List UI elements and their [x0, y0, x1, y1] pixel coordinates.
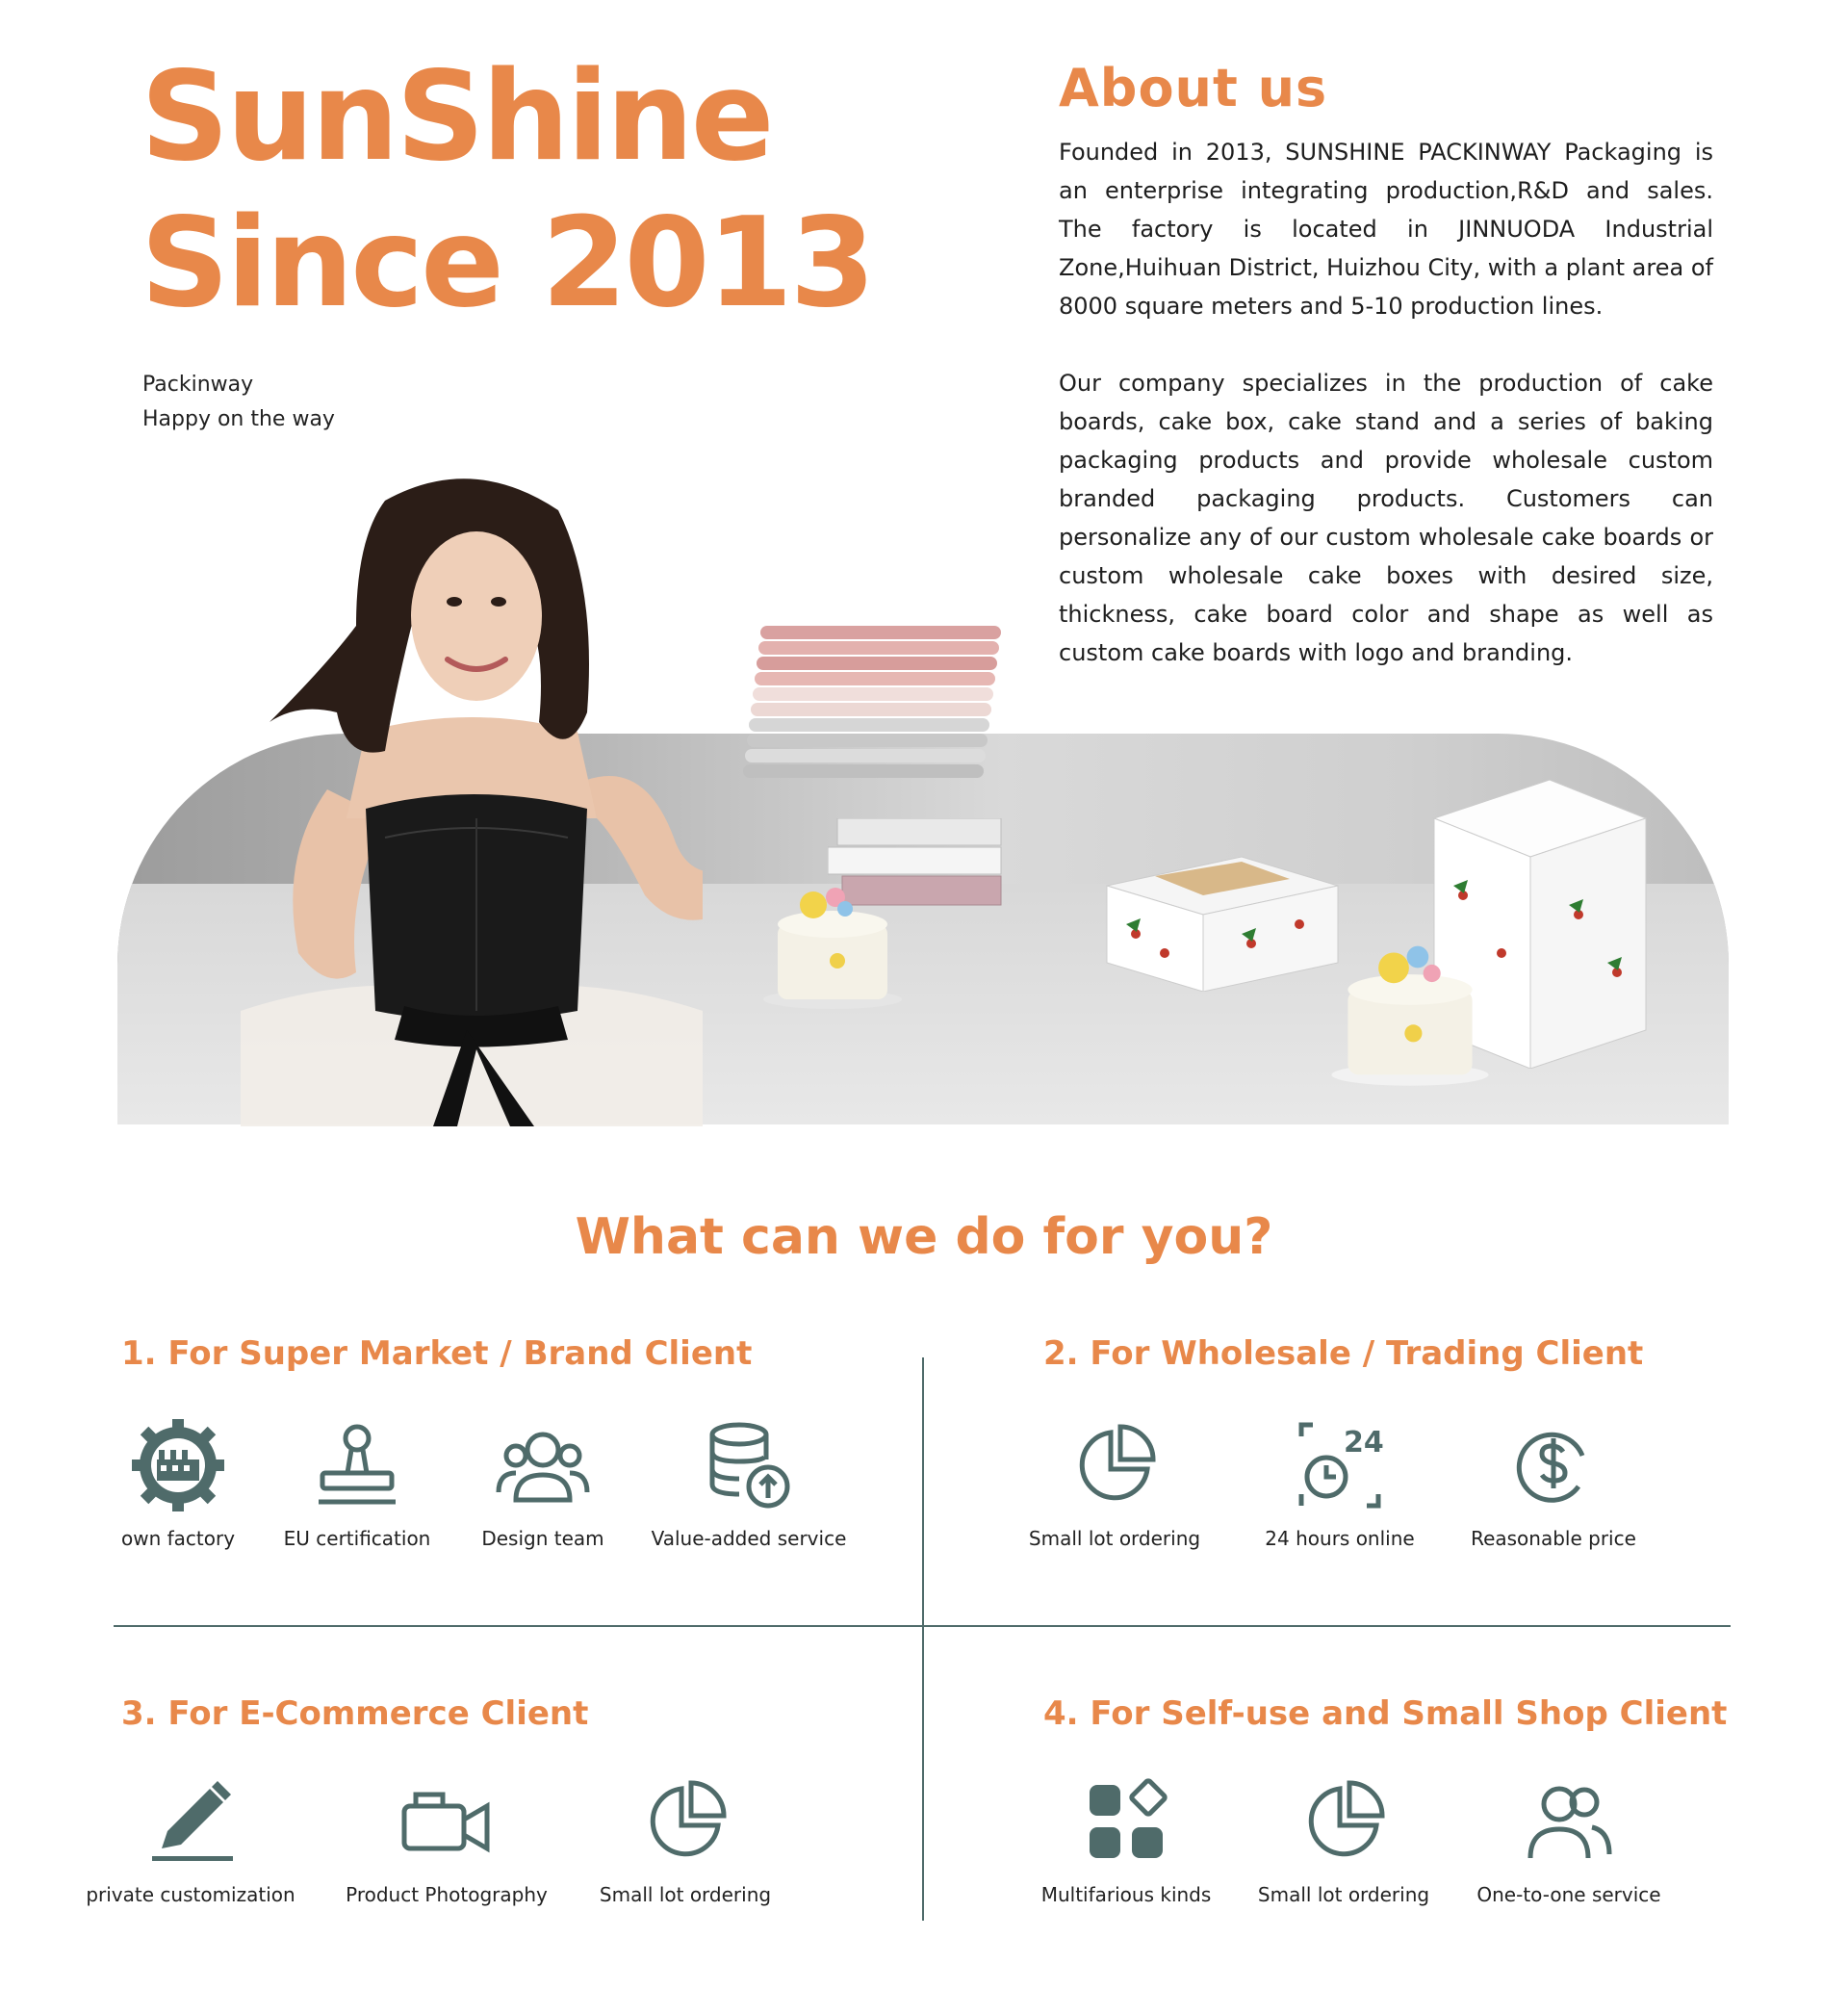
feature-label: Small lot ordering [1257, 1883, 1430, 1906]
hero-title [141, 44, 873, 337]
users-icon [1444, 1773, 1694, 1870]
feature-reasonable-price [1428, 1417, 1679, 1550]
feature-label: Design team [481, 1527, 604, 1550]
quadrant-1-title: 1. For Super Market / Brand Client [121, 1334, 753, 1373]
feature-label: One-to-one service [1476, 1883, 1661, 1906]
feature-small-lot-ordering-ecommerce [560, 1773, 810, 1906]
feature-private-customization [65, 1773, 316, 1906]
vertical-divider [922, 1357, 924, 1921]
feature-value-added-service [624, 1417, 874, 1550]
feature-one-to-one-service [1444, 1773, 1694, 1906]
tagline [142, 368, 335, 437]
horizontal-divider [114, 1625, 1731, 1627]
feature-label: EU certification [283, 1527, 431, 1550]
feature-label: private customization [86, 1883, 295, 1906]
pie-chart-icon [989, 1417, 1240, 1513]
feature-multifarious-kinds [1001, 1773, 1251, 1906]
cake-left [760, 866, 905, 1011]
pencil-icon [65, 1773, 316, 1870]
feature-product-photography [321, 1773, 572, 1906]
tagline-slogan: Happy on the way [142, 407, 335, 431]
quadrant-3-title: 3. For E-Commerce Client [121, 1694, 589, 1733]
hero-title-line1: SunShine [141, 45, 772, 189]
tagline-brand: Packinway [142, 373, 254, 397]
feature-24-hours-online [1215, 1417, 1465, 1550]
about-paragraph-1: Founded in 2013, SUNSHINE PACKINWAY Packaging is an enterprise integrating production,R&D and sales. The factory is located in JINNUODA Industrial Zone,Huihuan District, Huizhou City, with a plant area of 8000 square meters and 5-10 production lines. [1059, 139, 1713, 320]
svg-text:24: 24 [1344, 1426, 1384, 1459]
feature-label: Value-added service [651, 1527, 847, 1550]
feature-label: Multifarious kinds [1040, 1883, 1212, 1906]
about-text [1059, 133, 1713, 672]
clock-24-icon [1215, 1417, 1465, 1513]
feature-label: Small lot ordering [1028, 1527, 1201, 1550]
feature-label: 24 hours online [1265, 1527, 1415, 1550]
person-photo [241, 472, 703, 1126]
database-upload-icon [624, 1417, 874, 1513]
holly-window-box [1097, 847, 1348, 992]
feature-label: Product Photography [346, 1883, 548, 1906]
feature-small-lot-ordering-shop [1219, 1773, 1469, 1906]
cake-right [1328, 924, 1492, 1088]
pie-chart-icon [560, 1773, 810, 1870]
feature-label: Reasonable price [1471, 1527, 1636, 1550]
hero-title-line2: Since 2013 [141, 192, 873, 335]
quadrant-4-title: 4. For Self-use and Small Shop Client [1043, 1694, 1728, 1733]
dollar-icon [1428, 1417, 1679, 1513]
cake-board-stack [741, 626, 1020, 818]
feature-label: own factory [120, 1527, 236, 1550]
video-camera-icon [321, 1773, 572, 1870]
pie-chart-icon [1219, 1773, 1469, 1870]
feature-label: Small lot ordering [599, 1883, 772, 1906]
about-title: About us [1059, 58, 1328, 118]
categories-icon [1001, 1773, 1251, 1870]
services-title: What can we do for you? [575, 1208, 1273, 1266]
feature-small-lot-ordering [989, 1417, 1240, 1550]
quadrant-2-title: 2. For Wholesale / Trading Client [1043, 1334, 1644, 1373]
about-paragraph-2: Our company specializes in the production of cake boards, cake box, cake stand and a series of baking packaging products and provide wholesale custom branded packaging products. Customers can personalize any of our custom wholesale cake boards or custom wholesale cake boxes with desired size, thickness, cake board color and shape as well as custom cake boards with logo and branding. [1059, 370, 1713, 666]
